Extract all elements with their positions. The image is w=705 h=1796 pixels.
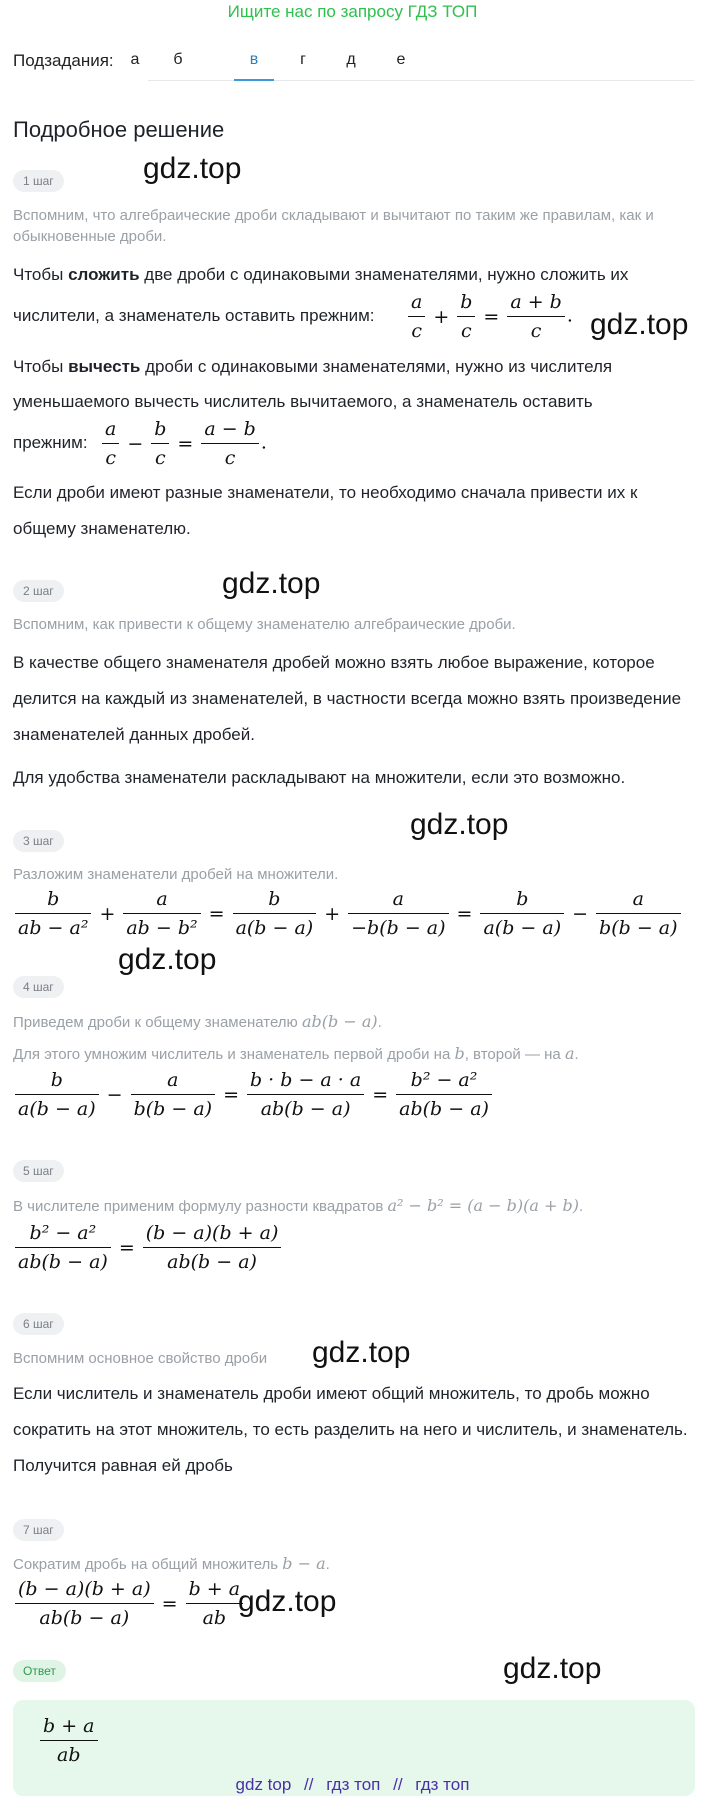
footer-link[interactable]: gdz top — [235, 1775, 292, 1794]
formula-difference-of-squares: $\frac{\text{b² − a²}}{ab(b - a)}$ = $\frac{(b - a)(b + a)}{ab(b - a)}$ — [13, 1222, 283, 1273]
tab-g[interactable]: г — [300, 51, 306, 68]
active-tab-indicator — [234, 79, 274, 81]
footer-link[interactable]: гдз топ — [415, 1775, 470, 1794]
answer-badge: Ответ — [13, 1660, 66, 1682]
step-1-note: Вспомним, что алгебраические дроби складывают и вычитают по таким же правилам, как и обыкновенные дроби. — [13, 207, 654, 245]
step-1-badge: 1 шаг — [13, 170, 64, 192]
tab-b[interactable]: б — [173, 51, 183, 68]
watermark: gdz.top — [238, 1585, 337, 1618]
formula-add: $\frac{a}{c}$ + $\frac{b}{c}$ = $\frac{a + b}{c}$ . — [406, 291, 573, 342]
step-1-paragraph-sub-2: уменьшаемого вычесть числитель вычитаемого, а знаменатель оставить — [13, 392, 593, 411]
step-4-note-1: Приведем дроби к общему знаменателю ab(b − a). — [13, 1012, 382, 1031]
answer-formula: $\frac{b + a}{ab}$ — [38, 1715, 100, 1766]
step-3-badge: 3 шаг — [13, 830, 64, 852]
footer-separator: // — [393, 1775, 403, 1794]
formula-common-denominator: $\frac{b}{a(b - a)}$ − $\frac{a}{b(b - a)}$ = $\frac{b \cdot b - a \cdot a}{ab(b - a)}$ = $\frac{\text{b² − a²}}{ab(b - a)}$ — [13, 1069, 494, 1120]
step-5-note: В числителе применим формулу разности квадратов a² − b² = (a − b)(a + b). — [13, 1196, 584, 1215]
formula-factorize: $\frac{b}{\text{ab − a²}}$ + $\frac{a}{\text{ab − b²}}$ = $\frac{b}{a(b - a)}$ + $\frac{a}{-b(b - a)}$ = $\frac{b}{a(b - a)}$ − $\frac{a}{b(b - a)}$ — [13, 888, 683, 939]
subtasks-label: Подзадания: — [13, 51, 114, 70]
step-1-paragraph-sub-3: прежним: — [13, 433, 88, 452]
step-1-paragraph-add: Чтобы сложить две дроби с одинаковыми знаменателями, нужно сложить их — [13, 265, 629, 284]
step-1-paragraph-common: Если дроби имеют разные знаменатели, то необходимо сначала привести их к общему знаменателю. — [13, 483, 638, 538]
step-7-note: Сократим дробь на общий множитель b − a. — [13, 1554, 330, 1573]
footer-link[interactable]: гдз топ — [326, 1775, 381, 1794]
watermark: gdz.top — [118, 943, 217, 976]
step-2-paragraph-1: В качестве общего знаменателя дробей можно взять любое выражение, которое делится на каждый из знаменателей, в частности всегда можно взять произведение знаменателей данных дробей. — [13, 653, 682, 744]
step-6-note: Вспомним основное свойство дроби — [13, 1350, 268, 1367]
step-5-badge: 5 шаг — [13, 1160, 64, 1182]
step-2-note: Вспомним, как привести к общему знаменателю алгебраические дроби. — [13, 616, 516, 633]
formula-reduce: $\frac{(b - a)(b + a)}{ab(b - a)}$ = $\frac{b + a}{ab}$ — [13, 1578, 245, 1629]
footer-separator: // — [304, 1775, 314, 1794]
step-7-badge: 7 шаг — [13, 1519, 64, 1541]
tab-d[interactable]: д — [346, 51, 356, 68]
step-2-paragraph-2: Для удобства знаменатели раскладывают на множители, если это возможно. — [13, 768, 626, 787]
watermark: gdz.top — [410, 808, 509, 841]
tabs-divider — [148, 80, 694, 81]
formula-sub: $\frac{a}{c}$ − $\frac{b}{c}$ = $\frac{a - b}{c}$ . — [100, 418, 267, 469]
search-banner: Ищите нас по запросу ГДЗ ТОП — [227, 2, 478, 21]
watermark: gdz.top — [143, 152, 242, 185]
tab-v[interactable]: в — [249, 51, 259, 68]
watermark: gdz.top — [312, 1336, 411, 1369]
tab-a[interactable]: а — [130, 51, 140, 68]
step-1-paragraph-sub: Чтобы вычесть дроби с одинаковыми знаменателями, нужно из числителя — [13, 357, 613, 376]
step-4-note-2: Для этого умножим числитель и знаменатель первой дроби на b, второй — на a. — [13, 1044, 579, 1063]
step-1-paragraph-add-2: числители, а знаменатель оставить прежним: — [13, 306, 375, 325]
watermark: gdz.top — [590, 308, 689, 341]
step-6-badge: 6 шаг — [13, 1313, 64, 1335]
step-3-note: Разложим знаменатели дробей на множители. — [13, 866, 339, 883]
step-2-badge: 2 шаг — [13, 580, 64, 602]
step-6-paragraph: Если числитель и знаменатель дроби имеют общий множитель, то дробь можно сократить на этот множитель, то есть разделить на него и числитель, и знаменатель. Получится равная ей дробь — [13, 1384, 688, 1475]
watermark: gdz.top — [222, 567, 321, 600]
step-4-badge: 4 шаг — [13, 976, 64, 998]
footer-links — [0, 1775, 705, 1795]
page-title: Подробное решение — [13, 117, 225, 142]
tab-e[interactable]: е — [396, 51, 406, 68]
watermark: gdz.top — [503, 1652, 602, 1685]
